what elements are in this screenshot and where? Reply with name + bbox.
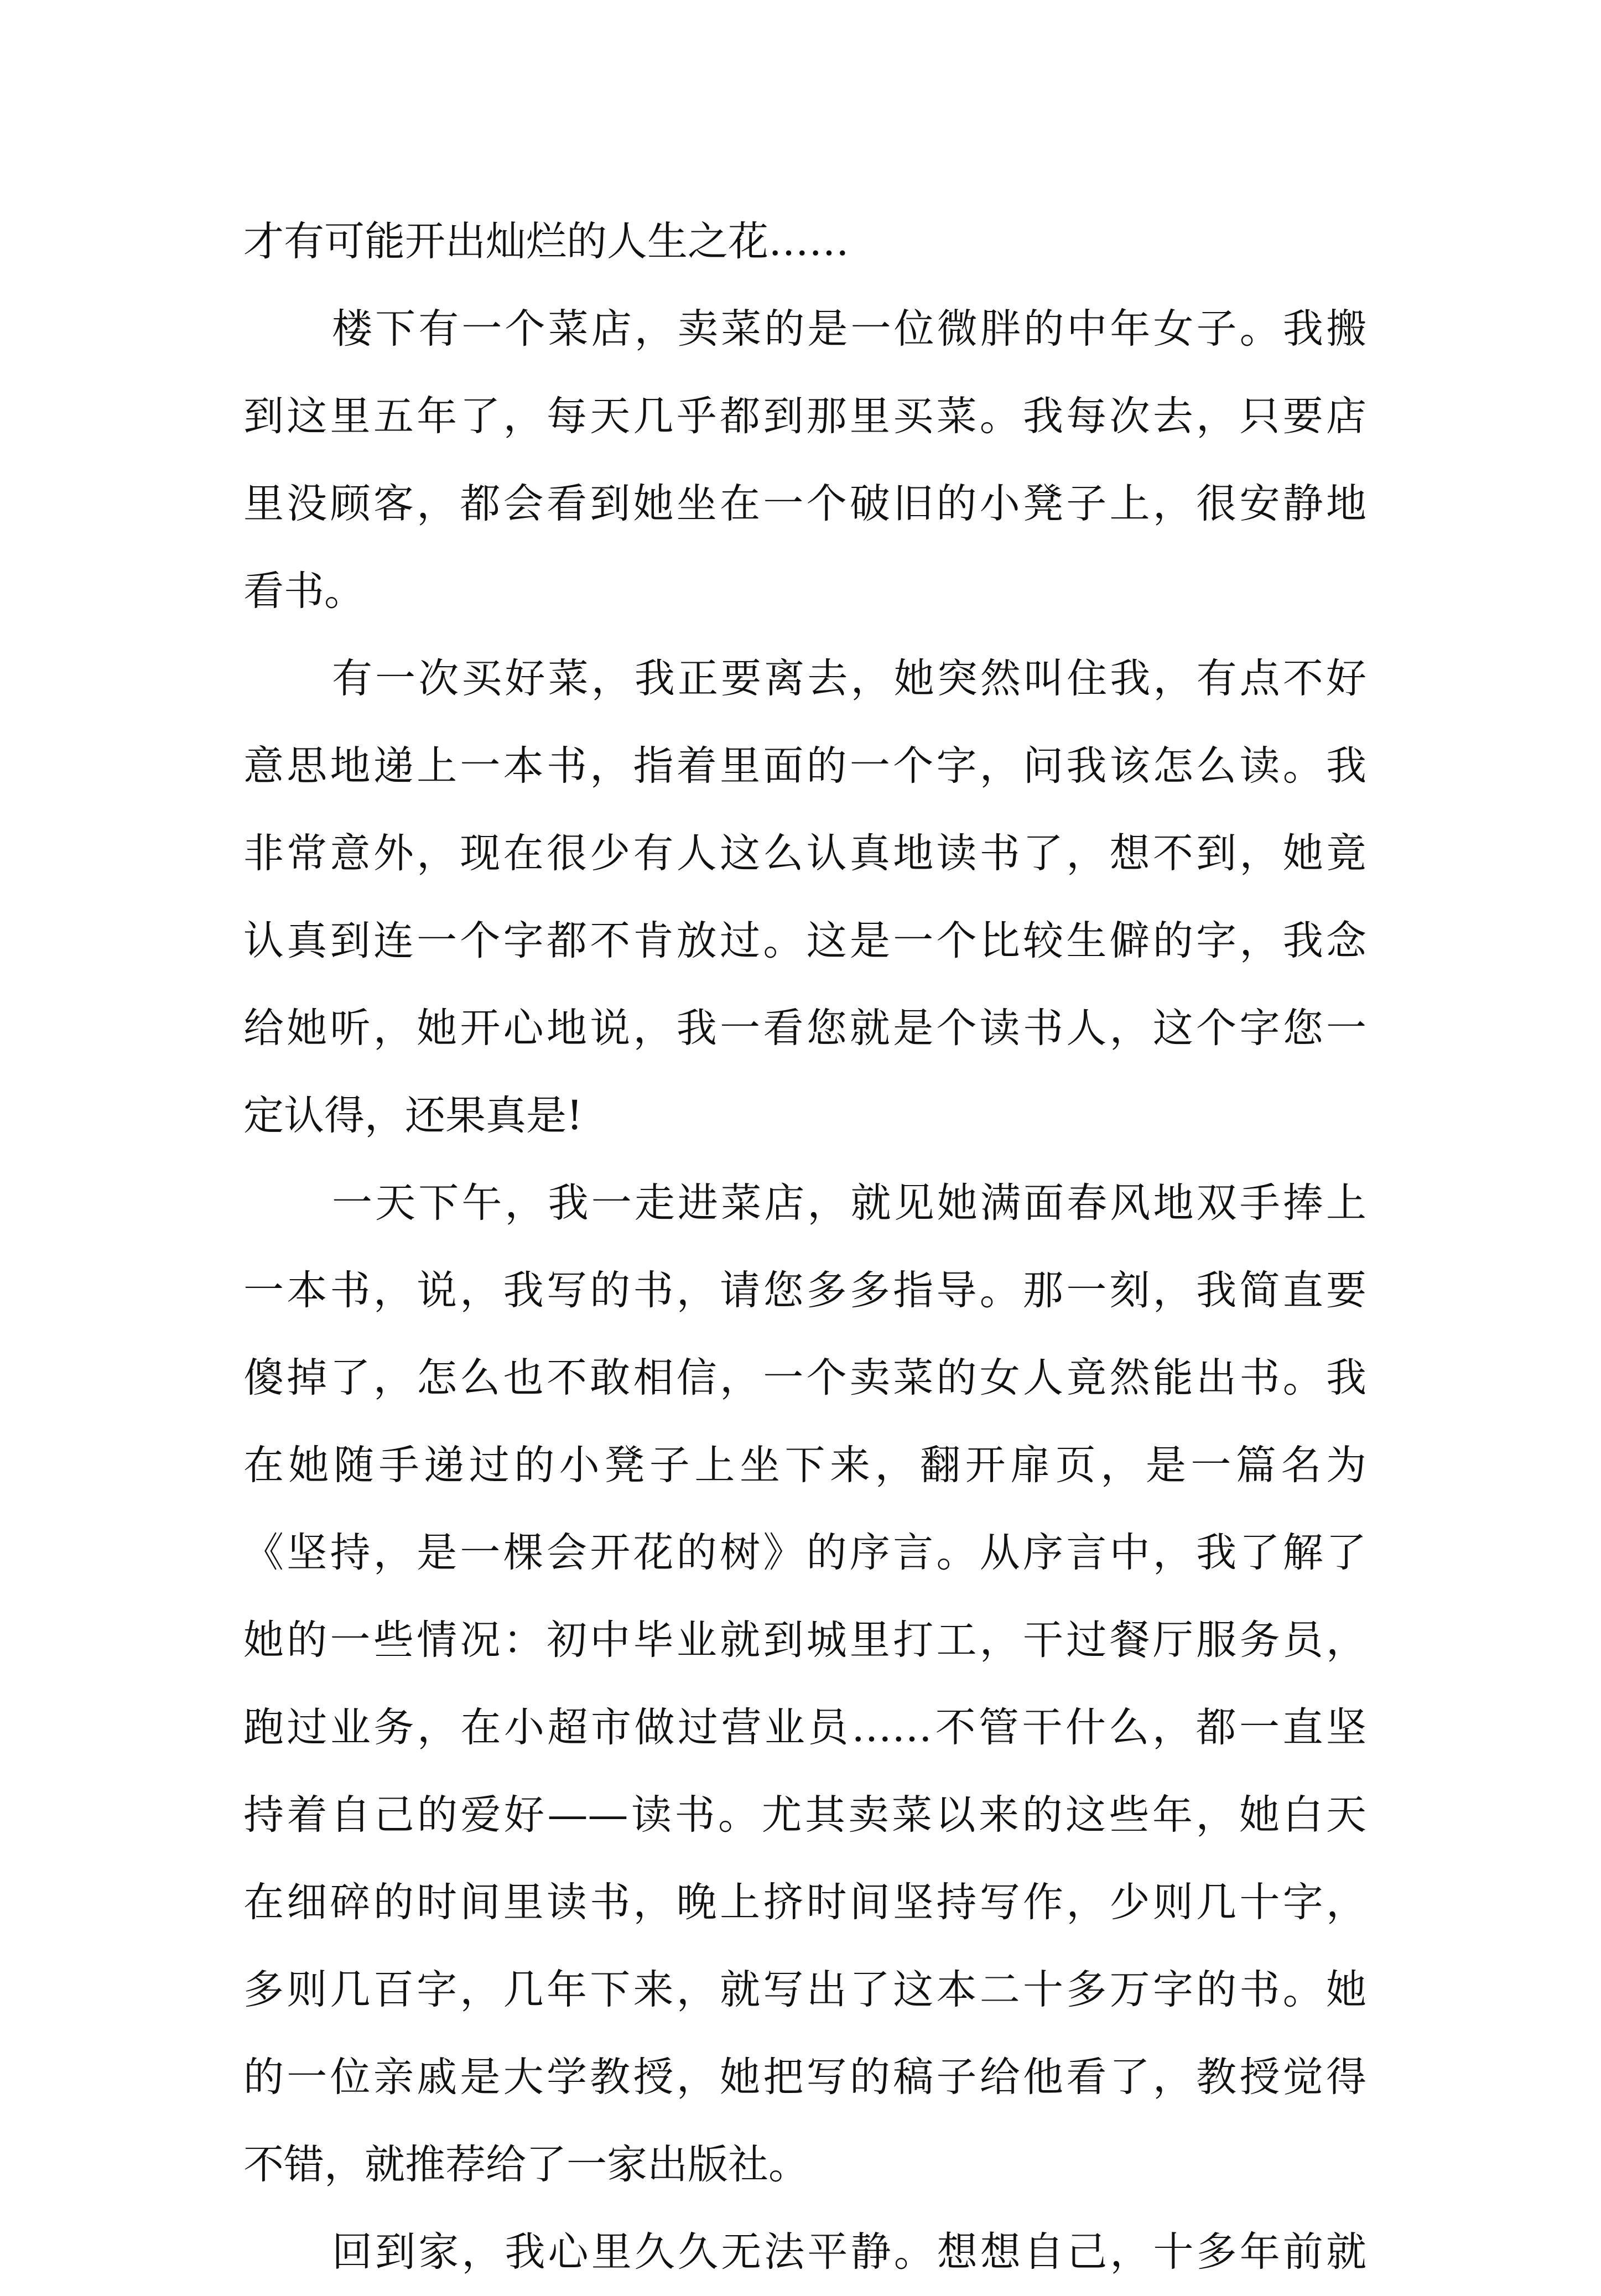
text-line: 非常意外，现在很少有人这么认真地读书了，想不到，她竟: [243, 830, 1366, 877]
text-line: 她的一些情况：初中毕业就到城里打工，干过餐厅服务员，: [243, 1617, 1366, 1664]
text-line: 《坚持，是一棵会开花的树》的序言。从序言中，我了解了: [243, 1529, 1366, 1576]
body-text: [243, 198, 1366, 2296]
text-line: 不错，就推荐给了一家出版社。: [243, 2141, 809, 2188]
text-line: 多则几百字，几年下来，就写出了这本二十多万字的书。她: [243, 1966, 1366, 2013]
text-line: 回到家，我心里久久无法平静。想想自己，十多年前就: [332, 2229, 1366, 2276]
text-line: 给她听，她开心地说，我一看您就是个读书人，这个字您一: [243, 1005, 1366, 1052]
text-line: 里没顾客，都会看到她坐在一个破旧的小凳子上，很安静地: [243, 480, 1366, 527]
text-line: 跑过业务，在小超市做过营业员……不管干什么，都一直坚: [243, 1704, 1366, 1751]
text-line: 有一次买好菜，我正要离去，她突然叫住我，有点不好: [332, 655, 1366, 702]
text-line: 楼下有一个菜店，卖菜的是一位微胖的中年女子。我搬: [332, 305, 1366, 352]
text-line: 才有可能开出灿烂的人生之花……: [243, 218, 849, 265]
text-line: 认真到连一个字都不肯放过。这是一个比较生僻的字，我念: [243, 917, 1366, 964]
text-line: 在细碎的时间里读书，晚上挤时间坚持写作，少则几十字，: [243, 1879, 1366, 1926]
text-line: 傻掉了，怎么也不敢相信，一个卖菜的女人竟然能出书。我: [243, 1354, 1366, 1401]
text-line: 在她随手递过的小凳子上坐下来，翻开扉页，是一篇名为: [243, 1442, 1366, 1489]
text-line: 一天下午，我一走进菜店，就见她满面春风地双手捧上: [332, 1180, 1366, 1227]
text-line: 定认得，还果真是!: [243, 1092, 583, 1139]
text-line: 到这里五年了，每天几乎都到那里买菜。我每次去，只要店: [243, 393, 1366, 440]
text-line: 持着自己的爱好——读书。尤其卖菜以来的这些年，她白天: [243, 1791, 1366, 1838]
text-line: 一本书，说，我写的书，请您多多指导。那一刻，我简直要: [243, 1267, 1366, 1314]
text-line: 看书。: [243, 568, 365, 615]
text-line: 意思地递上一本书，指着里面的一个字，问我该怎么读。我: [243, 742, 1366, 789]
text-line: 的一位亲戚是大学教授，她把写的稿子给他看了，教授觉得: [243, 2054, 1366, 2101]
